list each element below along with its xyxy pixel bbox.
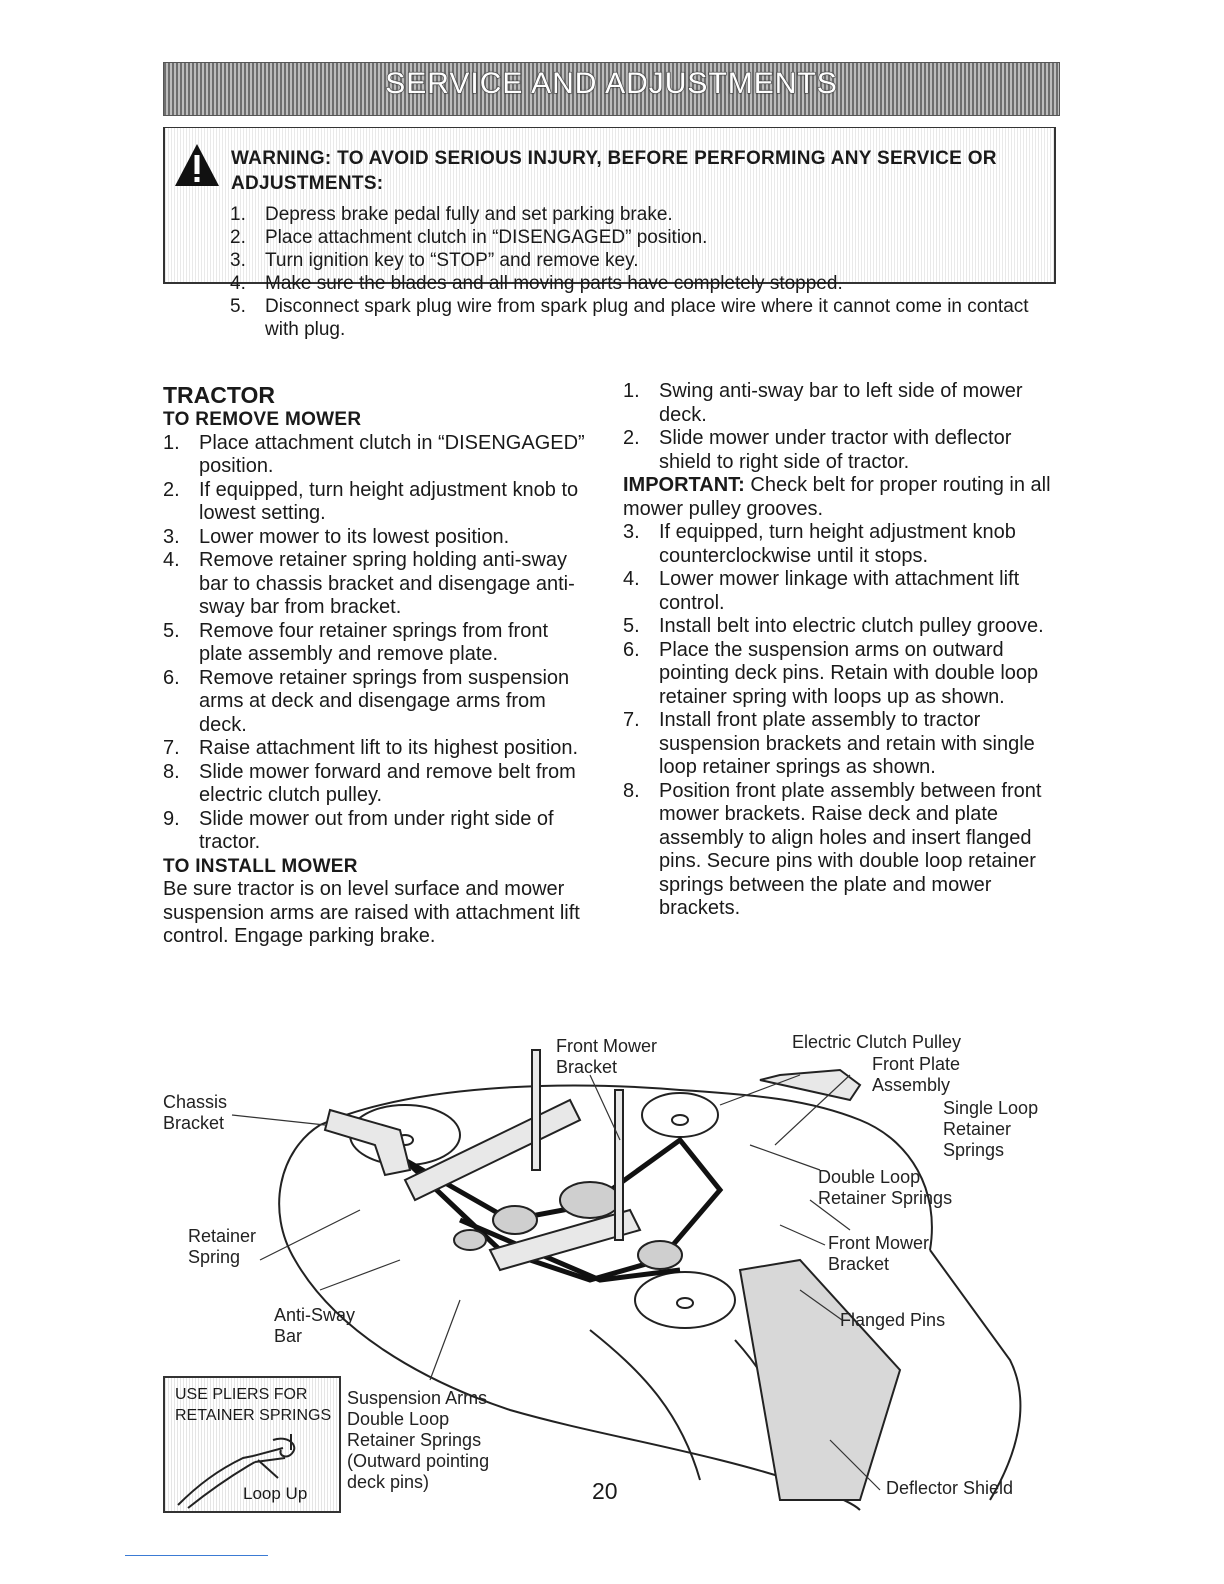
remove-mower-heading: TO REMOVE MOWER	[163, 409, 362, 430]
step: 2. If equipped, turn height adjustment knob to lowest setting.	[163, 478, 579, 524]
label-double-loop-springs: Double Loop Retainer Springs	[818, 1167, 953, 1208]
pliers-tip-text: USE PLIERS FOR RETAINER SPRINGS	[175, 1386, 332, 1424]
label-flanged-pins: Flanged Pins	[840, 1310, 946, 1330]
warning-item: 5. Disconnect spark plug wire from spark plug and place wire where it cannot come in contact with plug.	[230, 296, 1029, 340]
label-front-plate-assembly: Front Plate Assembly	[872, 1054, 961, 1095]
remove-mower-steps	[163, 432, 593, 855]
tractor-heading: TRACTOR	[163, 382, 276, 408]
warning-item: 2. Place attachment clutch in “DISENGAGED” position.	[230, 227, 708, 248]
step: 4. Lower mower linkage with attachment lift control.	[623, 568, 1020, 614]
step: 1. Swing anti-sway bar to left side of mower deck.	[623, 380, 1023, 426]
step: 3. Lower mower to its lowest position.	[163, 525, 510, 548]
warning-box	[163, 127, 1056, 340]
label-anti-sway-bar: Anti-Sway Bar	[274, 1305, 356, 1346]
step: 6. Place the suspension arms on outward pointing deck pins. Retain with double loop retainer spring with loops up as shown.	[623, 638, 1039, 708]
page-number: 20	[592, 1478, 618, 1504]
label-retainer-spring: Retainer Spring	[188, 1226, 257, 1267]
section-banner	[163, 62, 1060, 116]
step: 2. Slide mower under tractor with deflector shield to right side of tractor.	[623, 427, 1012, 473]
right-column	[623, 380, 1053, 921]
label-single-loop-springs: Single Loop Retainer Springs	[943, 1098, 1039, 1160]
warning-item: 1. Depress brake pedal fully and set parking brake.	[230, 204, 673, 225]
step: 5. Remove four retainer springs from front plate assembly and remove plate.	[163, 619, 549, 665]
step: 7. Raise attachment lift to its highest position.	[163, 737, 579, 759]
step: 8. Position front plate assembly between front mower brackets. Raise deck and plate assembly to align holes and insert flanged pins. Secure pins with double loop retainer springs between the plate and mower brackets.	[623, 779, 1042, 919]
warning-item: 3. Turn ignition key to “STOP” and remove key.	[230, 250, 639, 271]
step: 5. Install belt into electric clutch pulley groove.	[623, 615, 1044, 637]
loop-up-label: Loop Up	[243, 1484, 308, 1503]
label-suspension-arms: Suspension Arms Double Loop Retainer Springs (Outward pointing deck pins)	[347, 1388, 490, 1492]
label-front-mower-bracket-top: Front Mower Bracket	[556, 1036, 658, 1077]
label-deflector-shield: Deflector Shield	[886, 1478, 1014, 1498]
step: 1. Place attachment clutch in “DISENGAGED” position.	[163, 431, 585, 477]
install-steps-a	[623, 380, 1053, 474]
important-note: IMPORTANT: Check belt for proper routing in all mower pulley grooves.	[623, 474, 1051, 520]
install-intro: Be sure tractor is on level surface and mower suspension arms are raised with attachment lift control. Engage parking brake.	[163, 878, 580, 947]
step: 7. Install front plate assembly to tractor suspension brackets and retain with single loop retainer springs as shown.	[623, 709, 1035, 778]
label-electric-clutch-pulley: Electric Clutch Pulley	[792, 1032, 962, 1052]
step: 8. Slide mower forward and remove belt from electric clutch pulley.	[163, 760, 576, 806]
step: 6. Remove retainer springs from suspension arms at deck and disengage arms from deck.	[163, 666, 570, 736]
warning-item: 4. Make sure the blades and all moving parts have completely stopped.	[230, 273, 843, 294]
step: 9. Slide mower out from under right side of tractor.	[163, 807, 554, 853]
install-steps-b	[623, 521, 1053, 921]
pliers-tip-box	[163, 1376, 341, 1513]
section-title: SERVICE AND ADJUSTMENTS	[385, 67, 838, 100]
warning-triangle-icon	[173, 142, 221, 188]
step: 3. If equipped, turn height adjustment knob counterclockwise until it stops.	[623, 521, 1016, 567]
left-column	[163, 408, 593, 949]
install-mower-heading: TO INSTALL MOWER	[163, 855, 358, 877]
footer-rule	[125, 1555, 268, 1556]
label-front-mower-bracket-right: Front Mower Bracket	[828, 1233, 930, 1274]
step: 4. Remove retainer spring holding anti-sway bar to chassis bracket and disengage anti-sway bar from bracket.	[163, 549, 575, 618]
label-chassis-bracket: Chassis Bracket	[163, 1092, 228, 1133]
warning-title: WARNING: TO AVOID SERIOUS INJURY, BEFORE PERFORMING ANY SERVICE OR ADJUSTMENTS:	[231, 148, 997, 194]
warning-list	[230, 203, 1054, 341]
